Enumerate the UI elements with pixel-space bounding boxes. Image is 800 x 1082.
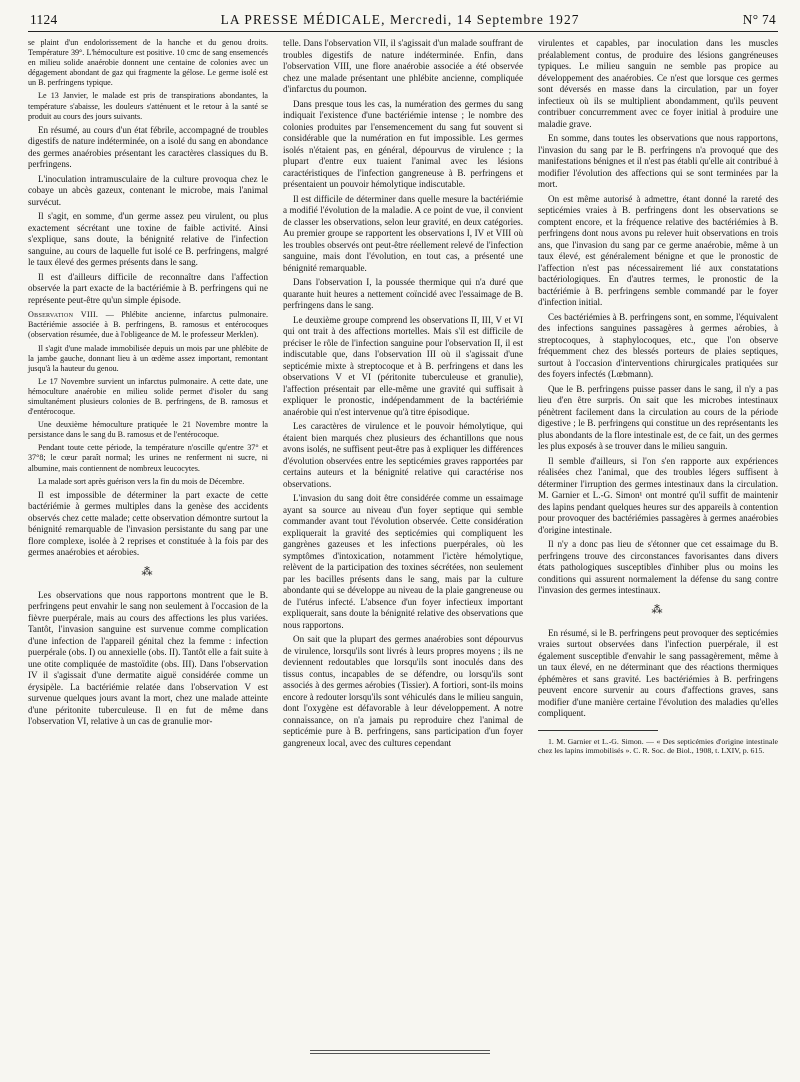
observation-title: — Phlébite ancienne, infarctus pulmonaire. Bactériémie associée à B. perfringens, B. ramosus et entérocoques (observation résumée, due à l'obligeance de M. le professeur Merklen). bbox=[28, 310, 268, 340]
paragraph: La malade sort après guérison vers la fin du mois de Décembre. bbox=[38, 476, 245, 486]
paragraph: Il est difficile de déterminer dans quelle mesure la bactériémie a modifié l'évolution de la maladie. A ce point de vue, il convient de classer les observations, selon leur gravité, en deux catégories. Au premier groupe se rapportent les observations I, IV et VIII où les troubles observés ont peut-être réellement relevé de l'infection sanguine, mais dont l'évolution, en tout cas, a présenté une bénignité remarquable. bbox=[283, 193, 523, 273]
bottom-rule bbox=[310, 1053, 490, 1054]
paragraph: L'inoculation intramusculaire de la culture provoqua chez le cobaye un abcès gazeux, contenant le microbe, mais l'animal survécut. bbox=[28, 173, 268, 207]
paragraph: On est même autorisé à admettre, étant donné la rareté des septicémies vraies à B. perfringens dont les observations se comptent encore, et la fréquence relative des bactériémies à B. perfringens dont nous avons pu relever huit observations en trois ans, que l'invasion du sang par ce germe anaérobie, même à un taux élevé, est généralement bénigne et que le pronostic de l'affection n'est pas nécessairement lié aux constatations bactériologiques. En d'autres termes, le pronostic de la bactériémie à B. perfringens semble commandé par le foyer d'infection initial. bbox=[538, 193, 778, 307]
paragraph: Le 17 Novembre survient un infarctus pulmonaire. A cette date, une hémoculture anaérobie en milieu solide permet d'isoler du sang simultanément plusieurs colonies de B. perfringens, de B. ramosus et d'entérocoque. bbox=[28, 376, 268, 417]
paragraph: L'invasion du sang doit être considérée comme un essaimage ayant sa source au niveau d'un foyer septique qui semble commander avant tout l'évolution observée. Cette considération expliquerait la gravité des septicémies qui compliquent les gangrènes gazeuses et les infections puerpérales, où les symptômes d'intoxication, notamment l'ictère hémolytique, relèvent de la participation des toxines sécrétées, non seulement par les bacilles présents dans le sang, mais par la culture abondante qui se développe au niveau de la plaie gangreneuse ou de l'utérus infecté. L'absence d'un foyer infectieux important expliquerait, sans doute la bénignité relative des observations que nous rapportons. bbox=[283, 493, 523, 630]
paragraph: Pendant toute cette période, la température n'oscille qu'entre 37° et 37°8; le cœur paraît normal; les urines ne renferment ni sucre, ni albumine, mais contiennent de nombreux leucocytes. bbox=[28, 443, 268, 473]
paragraph: Le 13 Janvier, le malade est pris de transpirations abondantes, la température s'abaisse, les douleurs s'atténuent et le retour à la santé se produit au cours des jours suivants. bbox=[28, 91, 268, 121]
paragraph: Il s'agit, en somme, d'un germe assez peu virulent, ou plus exactement sécrétant une toxine de faible activité. Ainsi s'explique, sans doute, la bénignité relative de l'infection sanguine, au cours de laquelle fut isolé ce B. perfringens, malgré le taux élevé des germes présents dans le sang. bbox=[28, 211, 268, 268]
paragraph: Il semble d'ailleurs, si l'on s'en rapporte aux expériences réalisées chez l'animal, que des troubles légers suffisent à déterminer l'irruption des germes intestinaux dans la circulation. M. Garnier et L.-G. Simon¹ ont montré qu'il suffit de maintenir des lapins pendant quelques heures sur des appareils à contention pour provoquer des bactériémies passagères à germes anaérobies d'origine intestinale. bbox=[538, 455, 778, 535]
observation-heading bbox=[28, 310, 268, 340]
page-header bbox=[28, 12, 778, 31]
paragraph: telle. Dans l'observation VII, il s'agissait d'un malade souffrant de troubles digestifs de nature indéterminée. Enfin, dans l'observation VIII, une flore anaérobie associée a été observée chez une malade présentant une phlébite ancienne, compliquée d'infarctus du poumon. bbox=[283, 38, 523, 94]
footnote-rule bbox=[538, 730, 658, 731]
paragraph: Dans l'observation I, la poussée thermique qui n'a duré que quarante huit heures a nettement coïncidé avec l'essaimage de B. perfringens dans le sang. bbox=[283, 277, 523, 310]
bottom-rule bbox=[310, 1050, 490, 1051]
paragraph: En somme, dans toutes les observations que nous rapportons, l'invasion du sang par le B. perfringens n'a provoqué que des manifestations bénignes et il n'est pas établi qu'elle ait contribué à modifier l'évolution des affections qui se sont terminées par la mort. bbox=[538, 133, 778, 189]
paragraph: virulentes et capables, par inoculation dans les muscles préalablement contus, de produire des lésions gangréneuses typiques. Le milieu sanguin ne semble pas propice au développement des anaérobies. Ce n'est que lorsque ces germes sont déversés en masse dans la circulation, par un foyer infectieux où ils se multiplient abondamment, qu'ils peuvent contribuer concurremment avec ce foyer initial à produire une maladie grave. bbox=[538, 38, 778, 129]
paragraph: Que le B. perfringens puisse passer dans le sang, il n'y a pas lieu d'en être surpris. On sait que les microbes intestinaux pénètrent facilement dans la circulation au cours de la période digestive ; le B. perfringens qui constitue un des représentants les plus abondants de la flore intestinale est, de ce fait, un des germes les plus exposés à se trouver dans le milieu sanguin. bbox=[538, 383, 778, 451]
text-columns bbox=[28, 38, 778, 759]
footnote: 1. M. Garnier et L.-G. Simon. — « Des septicémies d'origine intestinale chez les lapins immobilisés ». C. R. Soc. de Biol., 1908, t. LXIV, p. 615. bbox=[538, 736, 778, 756]
paragraph: Une deuxième hémoculture pratiquée le 21 Novembre montre la persistance dans le sang du B. ramosus et de l'entérocoque. bbox=[28, 420, 268, 440]
page-number: 1124 bbox=[30, 12, 58, 27]
paragraph: Il est impossible de déterminer la part exacte de cette bactériémie à germes multiples dans la genèse des accidents observés chez cette malade; cette observation démontre surtout la bénignité remarquable de l'invasion persistante du sang par une flore complexe, isolée à 2 reprises et constituée à la fois par des germes anaérobies et aérobies. bbox=[28, 489, 268, 558]
column-1 bbox=[28, 38, 268, 759]
paragraph: se plaint d'un endolorissement de la hanche et du genou droits. Température 39°. L'hémoculture est positive. 10 cmc de sang ensemencés en milieu solide anaérobie donnent une centaine de colonies avec un dégagement abondant de gaz qui fragmente la gélose. Le germe isolé est un B. perfringens typique. bbox=[28, 38, 268, 88]
paragraph: Il s'agit d'une malade immobilisée depuis un mois par une phlébite de la jambe gauche, donnant lieu à un œdème assez important, remontant jusqu'à la hauteur du genou. bbox=[28, 343, 268, 373]
paragraph: On sait que la plupart des germes anaérobies sont dépourvus de virulence, lorsqu'ils sont livrés à leurs propres moyens ; ils ne deviennent redoutables que lorsqu'ils sont inoculés dans des tissus contus, incapables de se défendre, ou lorsqu'ils sont associés à des germes aérobies (Tissier). A fortiori, sont-ils moins encore à redouter lorsqu'ils sont véhiculés dans le milieu sanguin, dont l'oxygène est défavorable à leur développement. A notre connaissance, on n'a jamais pu reproduire chez l'animal de septicémie pure à B. perfringens, sans participation d'un foyer gangreneux local, avec des cultures cependant bbox=[283, 634, 523, 748]
section-asterism: ⁂ bbox=[141, 565, 155, 578]
paragraph: Les observations que nous rapportons montrent que le B. perfringens peut envahir le sang non seulement à l'occasion de la fièvre puerpérale, mais au cours des affections les plus variées. Tantôt, l'invasion sanguine est survenue comme complication d'une infection de l'appareil génital chez la femme : infection puerpérale (obs. I) ou annexielle (obs. II). Tantôt elle a fait suite à une otite compliquée de mastoïdite (obs. III). Dans l'observation IV il s'agissait d'une dermatite aiguë considérée comme un érysipèle. La bactériémie relatée dans l'observation V est survenue quelques jours avant la mort, chez une malade atteinte d'une péritonite tuberculeuse. Il en fut de même dans l'observation VI, relative à un cas de granulie mor- bbox=[28, 589, 268, 727]
paragraph: Les caractères de virulence et le pouvoir hémolytique, qui étaient bien marqués chez plusieurs des échantillons que nous avons isolés, ne suffisent peut-être pas à expliquer les différences d'évolution observées entre les septicémies graves rapportées par certains auteurs et la bénignité relative qui caractérise nos observations. bbox=[283, 421, 523, 489]
paragraph: Dans presque tous les cas, la numération des germes du sang indiquait l'existence d'une bactériémie intense ; le nombre des colonies produites par l'ensemencement du sang fut souvent si considérable que la numération en fut impossible. Les germes isolés n'étaient pas, en général, dépourvus de virulence ; la plupart d'entre eux tuaient l'animal avec les lésions caractéristiques de l'infection gangreneuse à B. perfringens et présentaient un pouvoir hémolytique indiscutable. bbox=[283, 98, 523, 189]
paragraph: Il n'y a donc pas lieu de s'étonner que cet essaimage du B. perfringens trouve des circonstances favorisantes dans divers états pathologiques susceptibles d'inhiber plus ou moins les conditions qui assurent normalement la défense du sang contre l'invasion des germes intestinaux. bbox=[538, 539, 778, 595]
section-asterism: ⁂ bbox=[651, 603, 665, 616]
column-3 bbox=[538, 38, 778, 759]
running-title: LA PRESSE MÉDICALE, Mercredi, 14 Septembre 1927 bbox=[220, 12, 580, 27]
paragraph: Ces bactériémies à B. perfringens sont, en somme, l'équivalent des infections sanguines passagères à germes aérobies, à streptocoques, à staphylocoques, etc., que l'on observe fréquemment chez des blessés porteurs de plaies septiques, surtout à l'occasion d'interventions chirurgicales pratiquées sur des foyers infectés (Lœbmann). bbox=[538, 311, 778, 379]
issue-number: N° 74 bbox=[742, 12, 776, 27]
paragraph: En résumé, si le B. perfringens peut provoquer des septicémies vraies surtout observées dans l'infection puerpérale, il est également susceptible d'envahir le sang passagèrement, même à un taux élevé, en ne déterminant que des réactions thermiques éphémères et sans gravité. Les bactériémies à B. perfringens peuvent encore survenir au cours d'affections graves, sans modifier d'une manière certaine l'évolution des maladies qu'elles compliquent. bbox=[538, 627, 778, 718]
header-rule bbox=[28, 31, 778, 32]
paragraph: En résumé, au cours d'un état fébrile, accompagné de troubles digestifs de nature indéterminée, on a isolé du sang en abondance des germes anaérobies présentant les caractères classiques du B. perfringens. bbox=[28, 124, 268, 170]
column-2 bbox=[283, 38, 523, 759]
paragraph: Le deuxième groupe comprend les observations II, III, V et VI qui ont trait à des affections mortelles. Mais s'il est difficile de préciser le rôle de l'infection sanguine pour l'observation II, il est indiscutable que, dans l'observation III où il s'agissait d'une septicémie mixte à streptocoque et à B. perfringens et dans les observations V et VI (péritonite tuberculeuse et granulie), l'affection présentait par elle-même une gravité qui suffisait à expliquer le pronostic, indépendamment de la bactériémie anaérobie qui n'est intervenue qu'à titre épisodique. bbox=[283, 314, 523, 417]
paragraph: Il est d'ailleurs difficile de reconnaître dans l'affection observée la part exacte de la bactériémie à B. perfringens qui ne représente peut-être qu'un simple épisode. bbox=[28, 271, 268, 305]
observation-label: Observation VIII. bbox=[28, 310, 99, 320]
